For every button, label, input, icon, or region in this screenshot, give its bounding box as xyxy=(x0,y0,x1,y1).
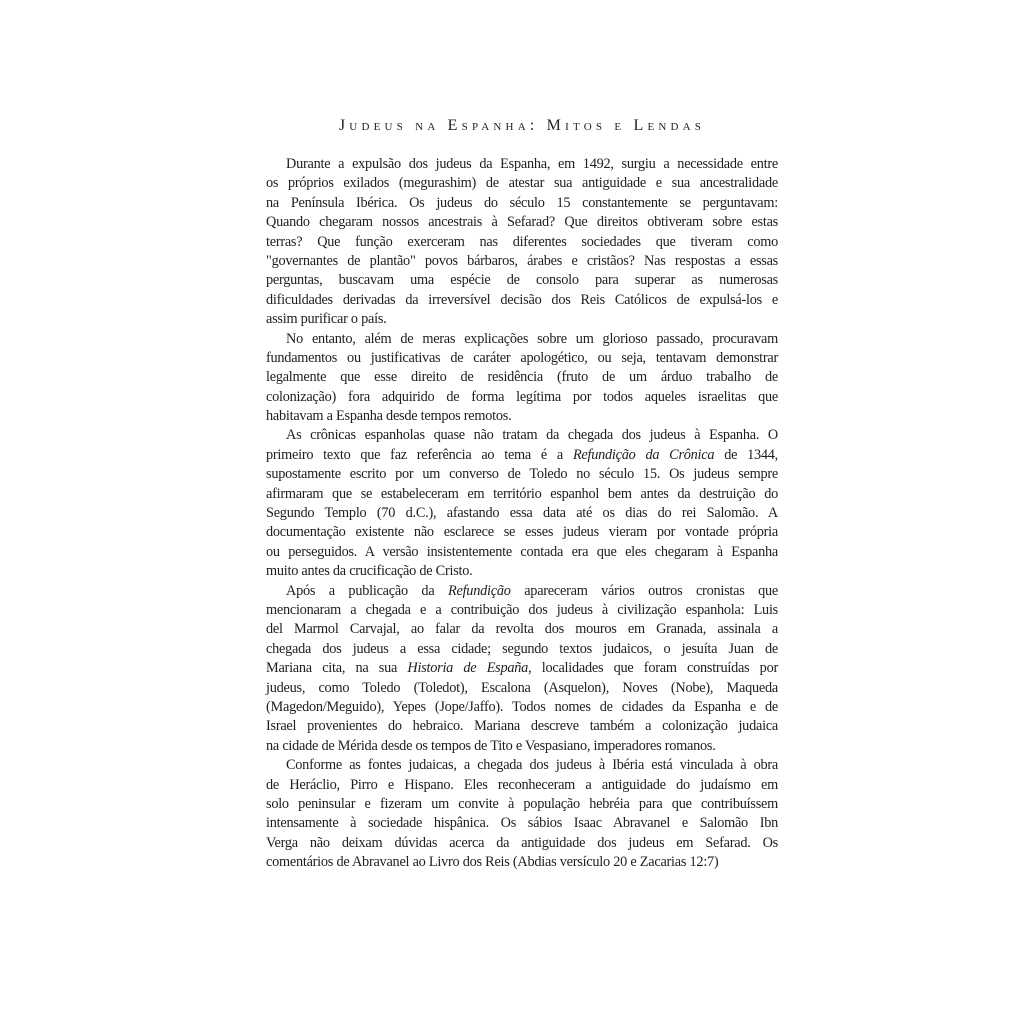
text-line: Conforme as fontes judaicas, a chegada dos judeus à Ibéria está vinculada à obra xyxy=(286,757,778,774)
text-line: Israel provenientes do hebraico. Mariana descreve também a colonização judaica xyxy=(266,718,778,735)
text-run: , localidades que foram construídas por xyxy=(528,660,778,677)
text-line xyxy=(266,582,778,601)
text-line: documentação existente não esclarece se esses judeus vieram por vontade própria xyxy=(266,524,778,541)
book-title-italic: Refundição xyxy=(448,582,511,599)
text-line: As crônicas espanholas quase não tratam da chegada dos judeus à Espanha. O xyxy=(286,427,778,444)
text-line: supostamente escrito por um converso de Toledo no século 15. Os judeus sempre xyxy=(266,466,778,483)
text-line: Segundo Templo (70 d.C.), afastando essa data até os dias do rei Salomão. A xyxy=(266,505,778,522)
text-line: "governantes de plantão" povos bárbaros, árabes e cristãos? Nas respostas a essas xyxy=(266,252,778,269)
text-line: legalmente que esse direito de residência (fruto de um árduo trabalho de xyxy=(266,369,778,386)
paragraph-2 xyxy=(266,330,778,427)
text-line: del Marmol Carvajal, ao falar da revolta dos mouros em Granada, assinala a xyxy=(266,621,778,638)
text-line: Quando chegaram nossos ancestrais à Sefarad? Que direitos obtiveram sobre estas xyxy=(266,214,778,231)
text-line: na cidade de Mérida desde os tempos de Tito e Vespasiano, imperadores romanos. xyxy=(266,737,716,754)
text-line xyxy=(266,659,778,678)
paragraph-4 xyxy=(266,582,778,757)
text-line xyxy=(266,446,778,465)
text-line: mencionaram a chegada e a contribuição dos judeus à civilização espanhola: Luis xyxy=(266,601,778,618)
text-run: apareceram vários outros cronistas que xyxy=(510,582,778,599)
text-line: assim purificar o país. xyxy=(266,311,387,328)
text-line: terras? Que função exerceram nas diferentes sociedades que tiveram como xyxy=(266,233,778,250)
text-line: Verga não deixam dúvidas acerca da antiguidade dos judeus em Sefarad. Os xyxy=(266,834,778,851)
text-line: comentários de Abravanel ao Livro dos Reis (Abdias versículo 20 e Zacarias 12:7) xyxy=(266,854,719,871)
text-line: chegada dos judeus a essa cidade; segundo textos judaicos, o jesuíta Juan de xyxy=(266,640,778,657)
text-line: Durante a expulsão dos judeus da Espanha, em 1492, surgiu a necessidade entre xyxy=(286,156,778,172)
text-line: ou perseguidos. A versão insistentemente contada era que eles chegaram à Espanha xyxy=(266,543,778,560)
text-line: solo peninsular e fizeram um convite à população hebréia para que contribuíssem xyxy=(266,795,778,812)
text-line: muito antes da crucificação de Cristo. xyxy=(266,563,473,580)
text-line: habitavam a Espanha desde tempos remotos. xyxy=(266,408,512,425)
text-line: No entanto, além de meras explicações sobre um glorioso passado, procuravam xyxy=(286,330,778,347)
book-title-italic: Historia de España xyxy=(407,660,529,677)
paragraph-1 xyxy=(266,155,778,330)
text-line: fundamentos ou justificativas de caráter apologético, ou seja, tentavam demonstrar xyxy=(266,349,778,366)
text-line: intensamente à sociedade hispânica. Os sábios Isaac Abravanel e Salomão Ibn xyxy=(266,815,778,832)
text-run: Mariana cita, na sua xyxy=(266,660,408,677)
text-run: de 1344, xyxy=(714,446,779,463)
text-line: os próprios exilados (megurashim) de atestar sua antiguidade e sua ancestralidade xyxy=(266,175,778,192)
text-line: perguntas, buscavam uma espécie de consolo para superar as numerosas xyxy=(266,272,778,289)
paragraph-3 xyxy=(266,426,778,581)
running-head: Judeus na Espanha: Mitos e Lendas xyxy=(338,117,706,134)
text-run: Após a publicação da xyxy=(286,582,448,599)
text-line: afirmaram que se estabeleceram em território espanhol bem antes da destruição do xyxy=(266,485,778,502)
text-line: dificuldades derivadas da irreversível decisão dos Reis Católicos de expulsá-los e xyxy=(266,291,778,308)
text-line: (Magedon/Meguido), Yepes (Jope/Jaffo). Todos nomes de cidades da Espanha e de xyxy=(266,698,778,715)
text-line: na Península Ibérica. Os judeus do século 15 constantemente se perguntavam: xyxy=(266,194,778,211)
paragraph-5 xyxy=(266,756,778,872)
book-title-italic: Refundição da Crônica xyxy=(572,446,715,463)
text-line: colonização) fora adquirido de forma legítima por todos aqueles israelitas que xyxy=(266,388,778,405)
body-text xyxy=(266,155,778,872)
text-line: de Heráclio, Pirro e Hispano. Eles reconheceram a antiguidade do judaísmo em xyxy=(266,776,778,793)
text-run: primeiro texto que faz referência ao tema é a xyxy=(266,446,573,463)
text-line: judeus, como Toledo (Toledot), Escalona (Asquelon), Noves (Nobe), Maqueda xyxy=(266,679,778,696)
